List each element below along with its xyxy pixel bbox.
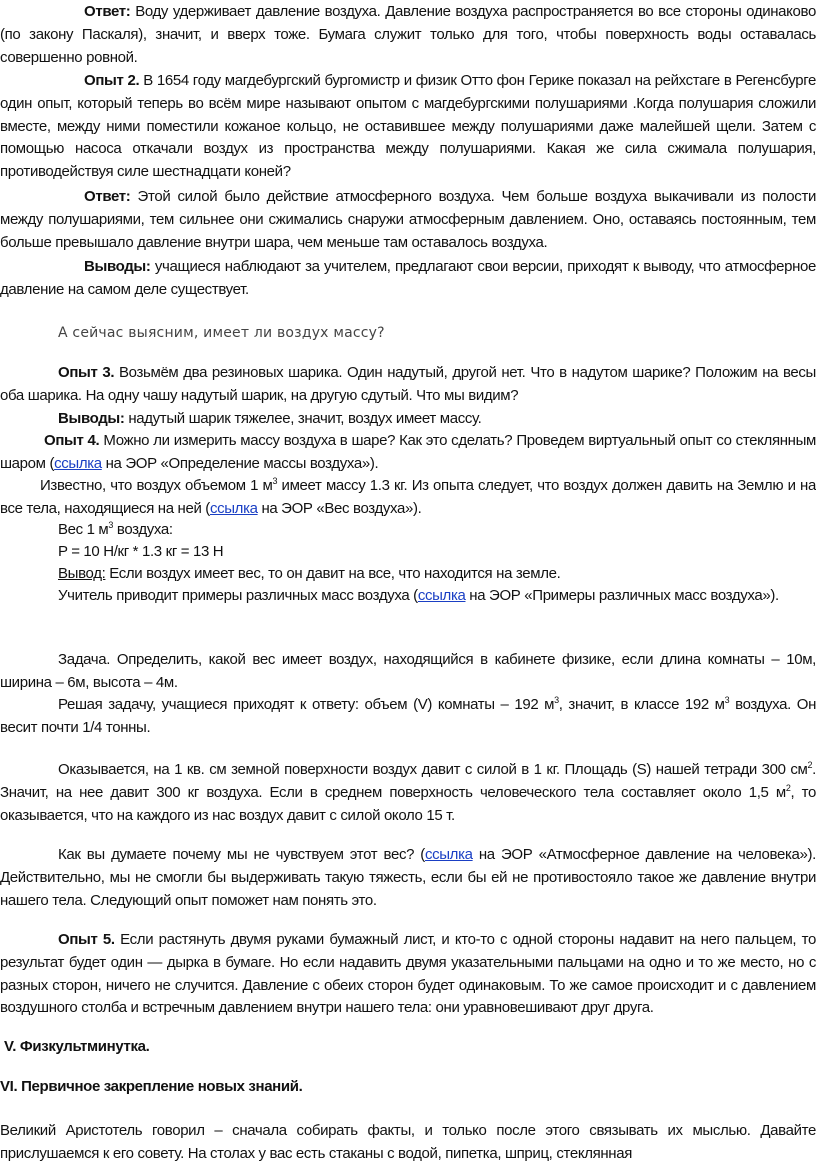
known-paragraph <box>0 475 816 521</box>
text: имеет массу 1.3 кг. Из опыта следует, что воздух должен давить на Землю и на все тела, находящиеся на ней ( <box>0 477 816 517</box>
conclusion-text: Если воздух имеет вес, то он давит на все, что находится на земле. <box>105 565 561 582</box>
aristotle-paragraph: Великий Аристотель говорил – сначала собирать факты, и только после этого связывать их мыслью. Давайте прислушаемся к его совету. На столах у вас есть стаканы с водой, пипетка, шприц, стеклянная <box>0 1122 816 1162</box>
experiment-2-paragraph <box>0 70 816 184</box>
superscript: 2 <box>785 782 791 793</box>
eor-link-pressure[interactable]: ссылка <box>424 846 473 863</box>
question-line: А сейчас выясним, имеет ли воздух массу? <box>58 325 385 341</box>
experiment-label: Опыт 4. <box>44 432 100 449</box>
heading-text: VI. Первичное закрепление новых знаний. <box>0 1078 303 1095</box>
experiment-text: Если растянуть двумя руками бумажный лист, и кто-то с одной стороны надавит на него пальцем, то результат будет один — дырка в бумаге. Но если надавить двумя указательными пальцами на одно и то же место, но с разных сторон, ничего не случится. Давление с обеих сторон будет одинаковым. То же самое происходит и с давлением воздушного столба и встречным давлением внутри нашего тела: они уравновешивают друг друга. <box>0 931 816 1017</box>
conclusion-paragraph-1 <box>0 256 816 302</box>
experiment-label: Опыт 2. <box>84 72 140 89</box>
experiment-text-end: на ЭОР «Определение массы воздуха»). <box>101 454 379 472</box>
text: . Значит, на нее давит 300 кг воздуха. Если в среднем поверхность человеческого тела составляет около 1,5 м <box>0 761 816 801</box>
experiment-text: Возьмём два резиновых шарика. Один надутый, другой нет. Что в надутом шарике? Положим на весы оба шарика. На одну чашу надутый шарик, на другую сдутый. Что мы видим? <box>0 364 816 404</box>
conclusion-label: Выводы: <box>58 410 125 427</box>
text: Как вы думаете почему мы не чувствуем этот вес? ( <box>58 846 425 863</box>
superscript: 3 <box>554 695 559 705</box>
heading-text: V. Физкультминутка. <box>4 1038 150 1055</box>
answer-label: Ответ: <box>84 3 131 20</box>
experiment-5-paragraph <box>0 929 816 1020</box>
weight-line <box>0 519 816 542</box>
superscript: 2 <box>807 760 813 770</box>
text: Оказывается, на 1 кв. см земной поверхности воздух давит с силой в 1 кг. Площадь (S) нашей тетради 300 см <box>58 761 808 778</box>
conclusion-text: надутый шарик тяжелее, значит, воздух имеет массу. <box>124 410 482 427</box>
experiment-3-paragraph <box>0 362 816 408</box>
eor-link-examples[interactable]: ссылка <box>417 587 466 604</box>
teacher-paragraph <box>0 585 816 608</box>
text: Решая задачу, учащиеся приходят к ответу: объем (V) комнаты – 192 м <box>58 696 555 713</box>
why-paragraph <box>0 844 816 912</box>
conclusion-paragraph-3 <box>0 563 816 586</box>
experiment-4-paragraph <box>0 430 816 476</box>
formula-line: P = 10 Н/кг * 1.3 кг = 13 Н <box>58 543 224 560</box>
conclusion-label: Вывод: <box>58 565 106 582</box>
experiment-text: Можно ли измерить массу воздуха в шаре? Как это сделать? Проведем виртуальный опыт со стеклянным шаром ( <box>0 432 816 472</box>
answer-paragraph-2 <box>0 186 816 254</box>
text: на ЭОР «Атмосферное давление на человека»). Действительно, мы не смогли бы выдерживать такую тяжесть, если бы ей не противостояло такое же давление внутри нашего тела. Следующий опыт поможет нам понять это. <box>0 846 816 909</box>
answer-paragraph-1 <box>0 1 816 69</box>
superscript: 3 <box>108 520 114 530</box>
eor-link-mass[interactable]: ссылка <box>54 454 102 472</box>
section-heading-5 <box>4 1036 816 1059</box>
superscript: 3 <box>724 695 730 705</box>
experiment-text: В 1654 году магдебургский бургомистр и физик Отто фон Герике показал на рейхстаге в Регенсбурге один опыт, который теперь во всём мире называют опытом с магдебургскими полушариями .Когда полушария сложили вместе, между ними поместили кожаное кольцо, не оставившее между полушариями даже малейшей щели. Затем с помощью насоса откачали воздух из пространства между полушариями. Какая же сила сжимала полушария, противодействуя силе шестнадцати коней? <box>0 72 816 181</box>
section-heading-6 <box>0 1076 816 1099</box>
text: на ЭОР «Примеры различных масс воздуха»). <box>465 587 779 604</box>
text: Известно, что воздух объемом 1 м <box>40 477 273 494</box>
text: на ЭОР «Вес воздуха»). <box>257 499 422 517</box>
answer-text: Этой силой было действие атмосферного воздуха. Чем больше воздуха выкачивали из полости между полушариями, тем сильнее они сжимались снаружи атмосферным давлением. Оно, оставаясь постоянным, тем больше превышало давление внутри шара, чем меньше там оставалось воздуха. <box>0 188 816 251</box>
experiment-label: Опыт 5. <box>58 931 115 948</box>
solution-paragraph <box>0 694 816 740</box>
conclusion-text: учащиеся наблюдают за учителем, предлагают свои версии, приходят к выводу, что атмосферное давление на самом деле существует. <box>0 258 816 298</box>
superscript: 3 <box>272 476 278 486</box>
answer-text: Воду удерживает давление воздуха. Давление воздуха распространяется во все стороны одинаково (по закону Паскаля), значит, и вверх тоже. Бумага служит только для того, чтобы поверхность воды оставалась совершенно ровной. <box>0 3 816 66</box>
text: воздуха. Он весит почти 1/4 тонны. <box>0 696 816 736</box>
eor-link-weight[interactable]: ссылка <box>209 499 258 517</box>
text: Вес 1 м <box>58 521 109 538</box>
text: , значит, в классе 192 м <box>558 696 725 713</box>
conclusion-paragraph-2 <box>0 408 816 431</box>
conclusion-label: Выводы: <box>84 258 151 275</box>
text: Учитель приводит примеры различных масс воздуха ( <box>58 587 418 604</box>
experiment-label: Опыт 3. <box>58 364 115 381</box>
text: воздуха: <box>113 521 173 538</box>
text: , то оказывается, что на каждого из нас воздух давит с силой около 15 т. <box>0 783 816 824</box>
turns-out-paragraph <box>0 759 816 827</box>
task-paragraph: Задача. Определить, какой вес имеет воздух, находящийся в кабинете физике, если длина комнаты – 10м, ширина – 6м, высота – 4м. <box>0 651 816 691</box>
answer-label: Ответ: <box>84 188 131 205</box>
